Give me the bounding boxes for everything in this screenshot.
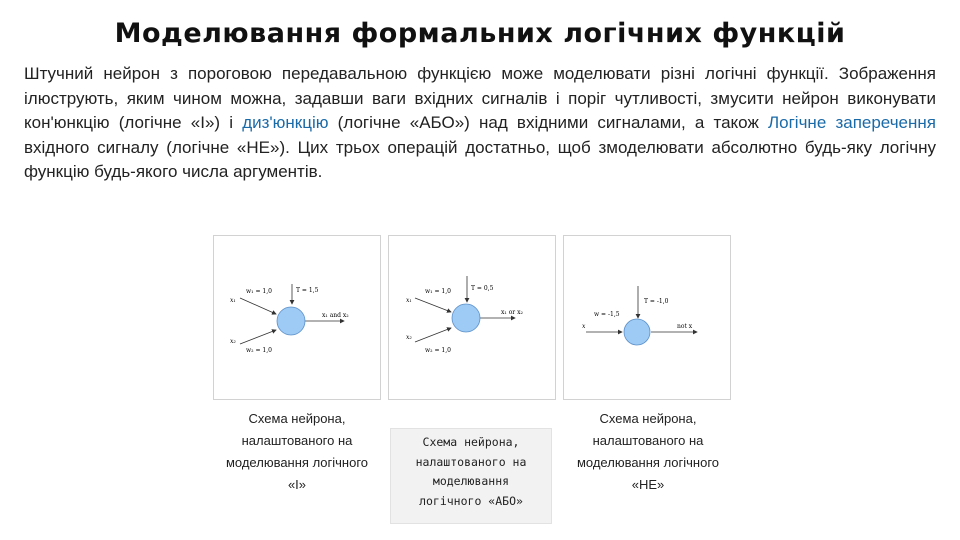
- caption-line: налаштованого на: [415, 454, 527, 469]
- caption-line: Схема нейрона,: [248, 411, 346, 426]
- input-1-label: x₁: [230, 297, 236, 304]
- output-label: x₁ or x₂: [501, 309, 523, 316]
- threshold-label: T = 1,5: [296, 287, 319, 294]
- weight-label: w = -1,5: [594, 311, 620, 318]
- caption-line: налаштованого на: [592, 433, 704, 448]
- caption-line: «НЕ»: [631, 477, 665, 492]
- neuron-not-diagram: [563, 235, 731, 400]
- weight-2-label: w₂ = 1,0: [246, 347, 272, 354]
- caption-line: Схема нейрона,: [599, 411, 697, 426]
- caption-and: [215, 408, 379, 496]
- neuron-body: [452, 304, 480, 332]
- neuron-not-svg: [564, 236, 730, 399]
- input-label: x: [582, 323, 586, 330]
- threshold-label: T = -1,0: [644, 298, 669, 305]
- neuron-and-diagram: [213, 235, 381, 400]
- output-label: not x: [677, 323, 693, 330]
- caption-line: налаштованого на: [241, 433, 353, 448]
- caption-line: моделювання логічного: [576, 455, 720, 470]
- weight-1-label: w₁ = 1,0: [425, 288, 451, 295]
- caption-or: [390, 428, 552, 524]
- input-2-label: x₂: [406, 334, 412, 341]
- paragraph-text-3: вхідного сигналу (логічне «НЕ»). Цих трьох операцій достатньо, щоб змоделювати абсолютно будь-яку логічну функцію будь-якого числа аргументів.: [24, 137, 936, 182]
- weight-1-label: w₁ = 1,0: [246, 288, 272, 295]
- neuron-and-svg: [214, 236, 380, 399]
- disjunction-link[interactable]: диз'юнкцію: [242, 113, 329, 133]
- input-2-label: x₂: [230, 338, 236, 345]
- weight-2-label: w₂ = 1,0: [425, 347, 451, 354]
- page-title: Моделювання формальних логічних функцій: [114, 18, 846, 49]
- caption-line: логічного «АБО»: [419, 493, 523, 508]
- negation-link[interactable]: Логічне заперечення: [767, 113, 936, 133]
- intro-paragraph: [24, 62, 936, 185]
- neuron-or-diagram: [388, 235, 556, 400]
- caption-not: [566, 408, 730, 496]
- caption-line: моделювання: [432, 474, 510, 488]
- output-label: x₁ and x₂: [322, 312, 349, 319]
- input-1-label: x₁: [406, 297, 412, 304]
- neuron-body: [624, 319, 650, 345]
- paragraph-text-2: (логічне «АБО») над вхідними сигналами, а також: [328, 113, 768, 133]
- neuron-or-svg: [389, 236, 555, 399]
- neuron-body: [277, 307, 305, 335]
- caption-line: Схема нейрона,: [422, 435, 520, 449]
- paragraph-text-1: Штучний нейрон з пороговою передавальною функцією може моделювати різні логічні функції. Зображення ілюструють, яким чином можна, задавши ваги вхідних сигналів і поріг чутливості, змусити нейрон виконувати кон'юнкцію (логічне «І») і: [24, 64, 936, 133]
- caption-line: «І»: [287, 477, 307, 492]
- threshold-label: T = 0,5: [471, 285, 494, 292]
- caption-line: моделювання логічного: [225, 455, 369, 470]
